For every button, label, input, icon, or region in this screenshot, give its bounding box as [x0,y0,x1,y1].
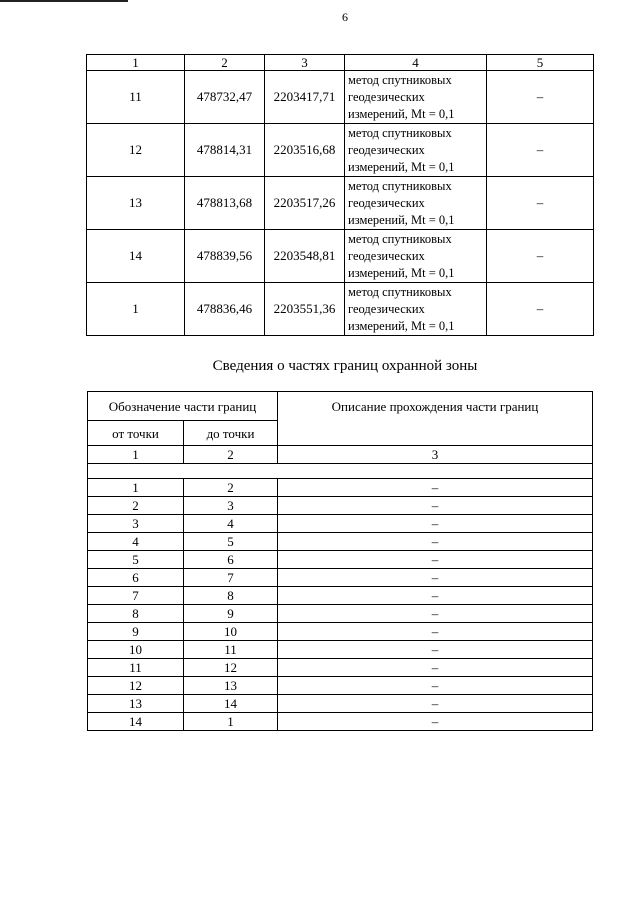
table-row [88,515,593,533]
point-number: 14 [87,230,185,283]
description-cell: – [487,177,594,230]
to-point: 3 [184,497,278,515]
to-point: 13 [184,677,278,695]
part-description: – [278,479,593,497]
table-row [88,533,593,551]
from-point: 12 [88,677,184,695]
from-point: 9 [88,623,184,641]
part-description: – [278,641,593,659]
from-point: 11 [88,659,184,677]
table-row [87,124,594,177]
description-cell: – [487,71,594,124]
method-cell [345,283,487,336]
boundary-header-row [88,392,593,421]
point-number: 11 [87,71,185,124]
part-description: – [278,587,593,605]
to-point: 10 [184,623,278,641]
method-line: геодезических [348,248,425,263]
method-line: метод спутниковых [348,284,452,299]
table-row [88,659,593,677]
table-row [87,177,594,230]
coordinate-x: 478836,46 [185,283,265,336]
to-point: 4 [184,515,278,533]
coordinate-y: 2203417,71 [265,71,345,124]
point-number: 1 [87,283,185,336]
method-line: измерений, Mt = 0,1 [348,318,455,333]
to-point: 6 [184,551,278,569]
column-number: 2 [185,55,265,71]
header-part-description: Описание прохождения части границ [278,392,593,446]
empty-row [88,464,593,479]
to-point: 12 [184,659,278,677]
from-point: 6 [88,569,184,587]
method-cell [345,177,487,230]
empty-cell [88,464,593,479]
table-row [88,641,593,659]
to-point: 9 [184,605,278,623]
method-line: измерений, Mt = 0,1 [348,106,455,121]
part-description: – [278,713,593,731]
method-line: метод спутниковых [348,178,452,193]
table-row [87,230,594,283]
description-cell: – [487,230,594,283]
to-point: 11 [184,641,278,659]
coordinates-table [86,54,594,336]
boundary-parts-table [87,391,593,731]
coordinate-y: 2203516,68 [265,124,345,177]
method-cell [345,71,487,124]
table-row [87,283,594,336]
part-description: – [278,497,593,515]
page-number: 6 [342,10,348,24]
header-rule [0,0,128,2]
method-line: измерений, Mt = 0,1 [348,265,455,280]
point-number: 13 [87,177,185,230]
to-point: 1 [184,713,278,731]
from-point: 10 [88,641,184,659]
header-to-point: до точки [184,421,278,446]
method-line: геодезических [348,195,425,210]
part-description: – [278,533,593,551]
from-point: 8 [88,605,184,623]
from-point: 2 [88,497,184,515]
part-description: – [278,695,593,713]
description-cell: – [487,124,594,177]
coordinate-y: 2203517,26 [265,177,345,230]
from-point: 1 [88,479,184,497]
coordinate-x: 478814,31 [185,124,265,177]
to-point: 5 [184,533,278,551]
table-row [88,479,593,497]
table-row [87,71,594,124]
from-point: 13 [88,695,184,713]
column-number: 4 [345,55,487,71]
coordinate-y: 2203548,81 [265,230,345,283]
table-row [88,587,593,605]
table-row [88,605,593,623]
method-line: метод спутниковых [348,231,452,246]
part-description: – [278,605,593,623]
header-from-point: от точки [88,421,184,446]
part-description: – [278,569,593,587]
method-line: геодезических [348,142,425,157]
method-line: геодезических [348,301,425,316]
point-number: 12 [87,124,185,177]
method-cell [345,230,487,283]
coordinate-x: 478839,56 [185,230,265,283]
column-number: 1 [87,55,185,71]
description-cell: – [487,283,594,336]
from-point: 5 [88,551,184,569]
table-row [88,497,593,515]
from-point: 7 [88,587,184,605]
coordinate-x: 478732,47 [185,71,265,124]
to-point: 2 [184,479,278,497]
to-point: 8 [184,587,278,605]
table-row [88,677,593,695]
column-number: 5 [487,55,594,71]
table-row [88,551,593,569]
from-point: 3 [88,515,184,533]
from-point: 14 [88,713,184,731]
header-part-designation: Обозначение части границ [88,392,278,421]
table-row [88,713,593,731]
boundary-column-numbers-row [88,446,593,464]
to-point: 14 [184,695,278,713]
table-row [88,569,593,587]
method-cell [345,124,487,177]
column-number: 2 [184,446,278,464]
table-row [88,695,593,713]
from-point: 4 [88,533,184,551]
column-number: 3 [265,55,345,71]
table-row [88,623,593,641]
column-number: 3 [278,446,593,464]
method-line: геодезических [348,89,425,104]
method-line: измерений, Mt = 0,1 [348,159,455,174]
method-line: метод спутниковых [348,72,452,87]
to-point: 7 [184,569,278,587]
method-line: метод спутниковых [348,125,452,140]
coordinate-x: 478813,68 [185,177,265,230]
part-description: – [278,551,593,569]
part-description: – [278,515,593,533]
column-number: 1 [88,446,184,464]
coordinates-header-row [87,55,594,71]
coordinate-y: 2203551,36 [265,283,345,336]
part-description: – [278,677,593,695]
method-line: измерений, Mt = 0,1 [348,212,455,227]
part-description: – [278,659,593,677]
part-description: – [278,623,593,641]
section-caption: Сведения о частях границ охранной зоны [212,358,478,374]
